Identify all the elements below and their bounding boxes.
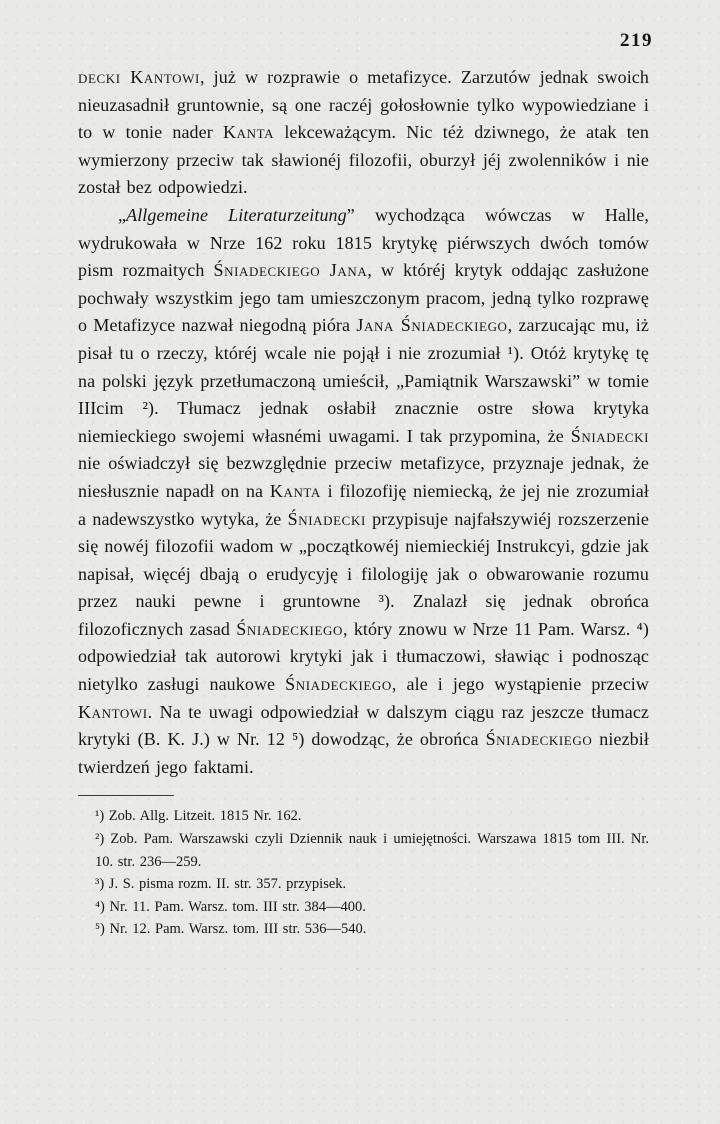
- text-run: ” wychodząca wówczas w Halle, wydrukowała w Nrze 162 roku 1815 krytykę piérwszych dwóch tomów pism rozmaitych: [78, 204, 649, 281]
- text-run: niezbił twierdzeń jego faktami.: [78, 729, 649, 777]
- footnote: ²) Zob. Pam. Warszawski czyli Dziennik nauk i umiejętności. Warszawa 1815 tom III. Nr. 10. str. 236—259.: [95, 831, 649, 870]
- footnote: ³) J. S. pisma rozm. II. str. 357. przypisek.: [95, 876, 347, 893]
- person-name-smallcaps: decki Kantowi: [78, 67, 200, 87]
- page-number: 219: [620, 30, 653, 51]
- person-name-smallcaps: Śniadecki: [287, 508, 366, 529]
- person-name-smallcaps: Jana Śniadeckiego: [356, 315, 508, 336]
- text-run: , w któréj krytyk oddając zasłużone pochwały wszystkim jego tam umieszczonym pracom, jedną tylko rozprawę o Metafizyce nazwał niegodną pióra: [78, 260, 649, 336]
- footnote: ⁵) Nr. 12. Pam. Warsz. tom. III str. 536—540.: [95, 921, 367, 938]
- text-run: nie oświadczył się bezwzględnie przeciw metafizyce, przyznaje jednak, że niesłusznie napadł on na: [78, 453, 649, 501]
- footnote: ¹) Zob. Allg. Litzeit. 1815 Nr. 162.: [95, 808, 302, 825]
- text-run: , ale i jego wystąpienie przeciw: [391, 674, 649, 695]
- person-name-smallcaps: Kantowi: [78, 701, 148, 722]
- text-run: , zarzucając mu, iż pisał tu o rzeczy, któréj wcale nie pojął i nie zrozumiał ¹). Otóż krytykę tę na polski język przetłumaczoną umieścił, „Pamiątnik Warszawski” w tomie IIIcim ²). Tłumacz jednak osłabił znacznie ostre słowa krytyka niemieckiego swojemi własnémi uwagami. I tak przypomina, że: [78, 315, 649, 446]
- journal-title-italic: Allgemeine Literaturzeitung: [126, 204, 347, 225]
- footnote-separator-rule: [78, 795, 174, 796]
- person-name-smallcaps: Śniadeckiego: [285, 674, 392, 695]
- paragraph-continuation: [78, 64, 649, 202]
- footnote: ⁴) Nr. 11. Pam. Warsz. tom. III str. 384—400.: [95, 898, 366, 915]
- page-text-block: [78, 64, 649, 941]
- text-run: „: [118, 204, 127, 225]
- person-name-smallcaps: Śniadeckiego Jana: [213, 260, 368, 281]
- person-name-smallcaps: Śniadeckiego: [236, 618, 344, 639]
- person-name-smallcaps: Kanta: [269, 480, 321, 501]
- text-run: , już w rozprawie o metafizyce. Zarzutów jednak swoich nieuzasadnił gruntownie, są one raczéj gołosłownie tylko wypowiedziane i to w tonie nader: [78, 67, 649, 143]
- person-name-smallcaps: Śniadeckiego: [485, 729, 593, 750]
- person-name-smallcaps: Śniadecki: [570, 425, 649, 446]
- text-run: , który znowu w Nrze 11 Pam. Warsz. ⁴) odpowiedział tak autorowi krytyki jak i tłumaczowi, sławiąc i podnosząc nietylko zasługi naukowe: [78, 618, 649, 695]
- text-run: i filozofiję niemiecką, że jej nie zrozumiał a nadewszystko wytyka, że: [78, 480, 649, 529]
- person-name-smallcaps: Kanta: [223, 122, 275, 143]
- text-run: lekceważącym. Nic téż dziwnego, że atak ten wymierzony przeciw tak sławionéj filozofii, oburzył jéj zwolenników i nie został bez odpowiedzi.: [78, 122, 649, 198]
- text-run: . Na te uwagi odpowiedział w dalszym ciągu raz jeszcze tłumacz krytyki (B. K. J.) w Nr. 12 ⁵) dowodząc, że obrońca: [78, 701, 649, 750]
- footnotes-section: [78, 795, 649, 941]
- paragraph-main: [78, 202, 649, 781]
- text-run: przypisuje najfałszywiéj rozszerzenie się nowéj filozofii wadom w „początkowéj niemieckiéj Instrukcyi, gdzie jak napisał, więcéj dbają o erudycyję i filologiję jak o obwarowanie rozumu przez nauki pewne i gruntowne ³). Znalazł się jednak obrońca filozoficznych zasad: [78, 508, 649, 639]
